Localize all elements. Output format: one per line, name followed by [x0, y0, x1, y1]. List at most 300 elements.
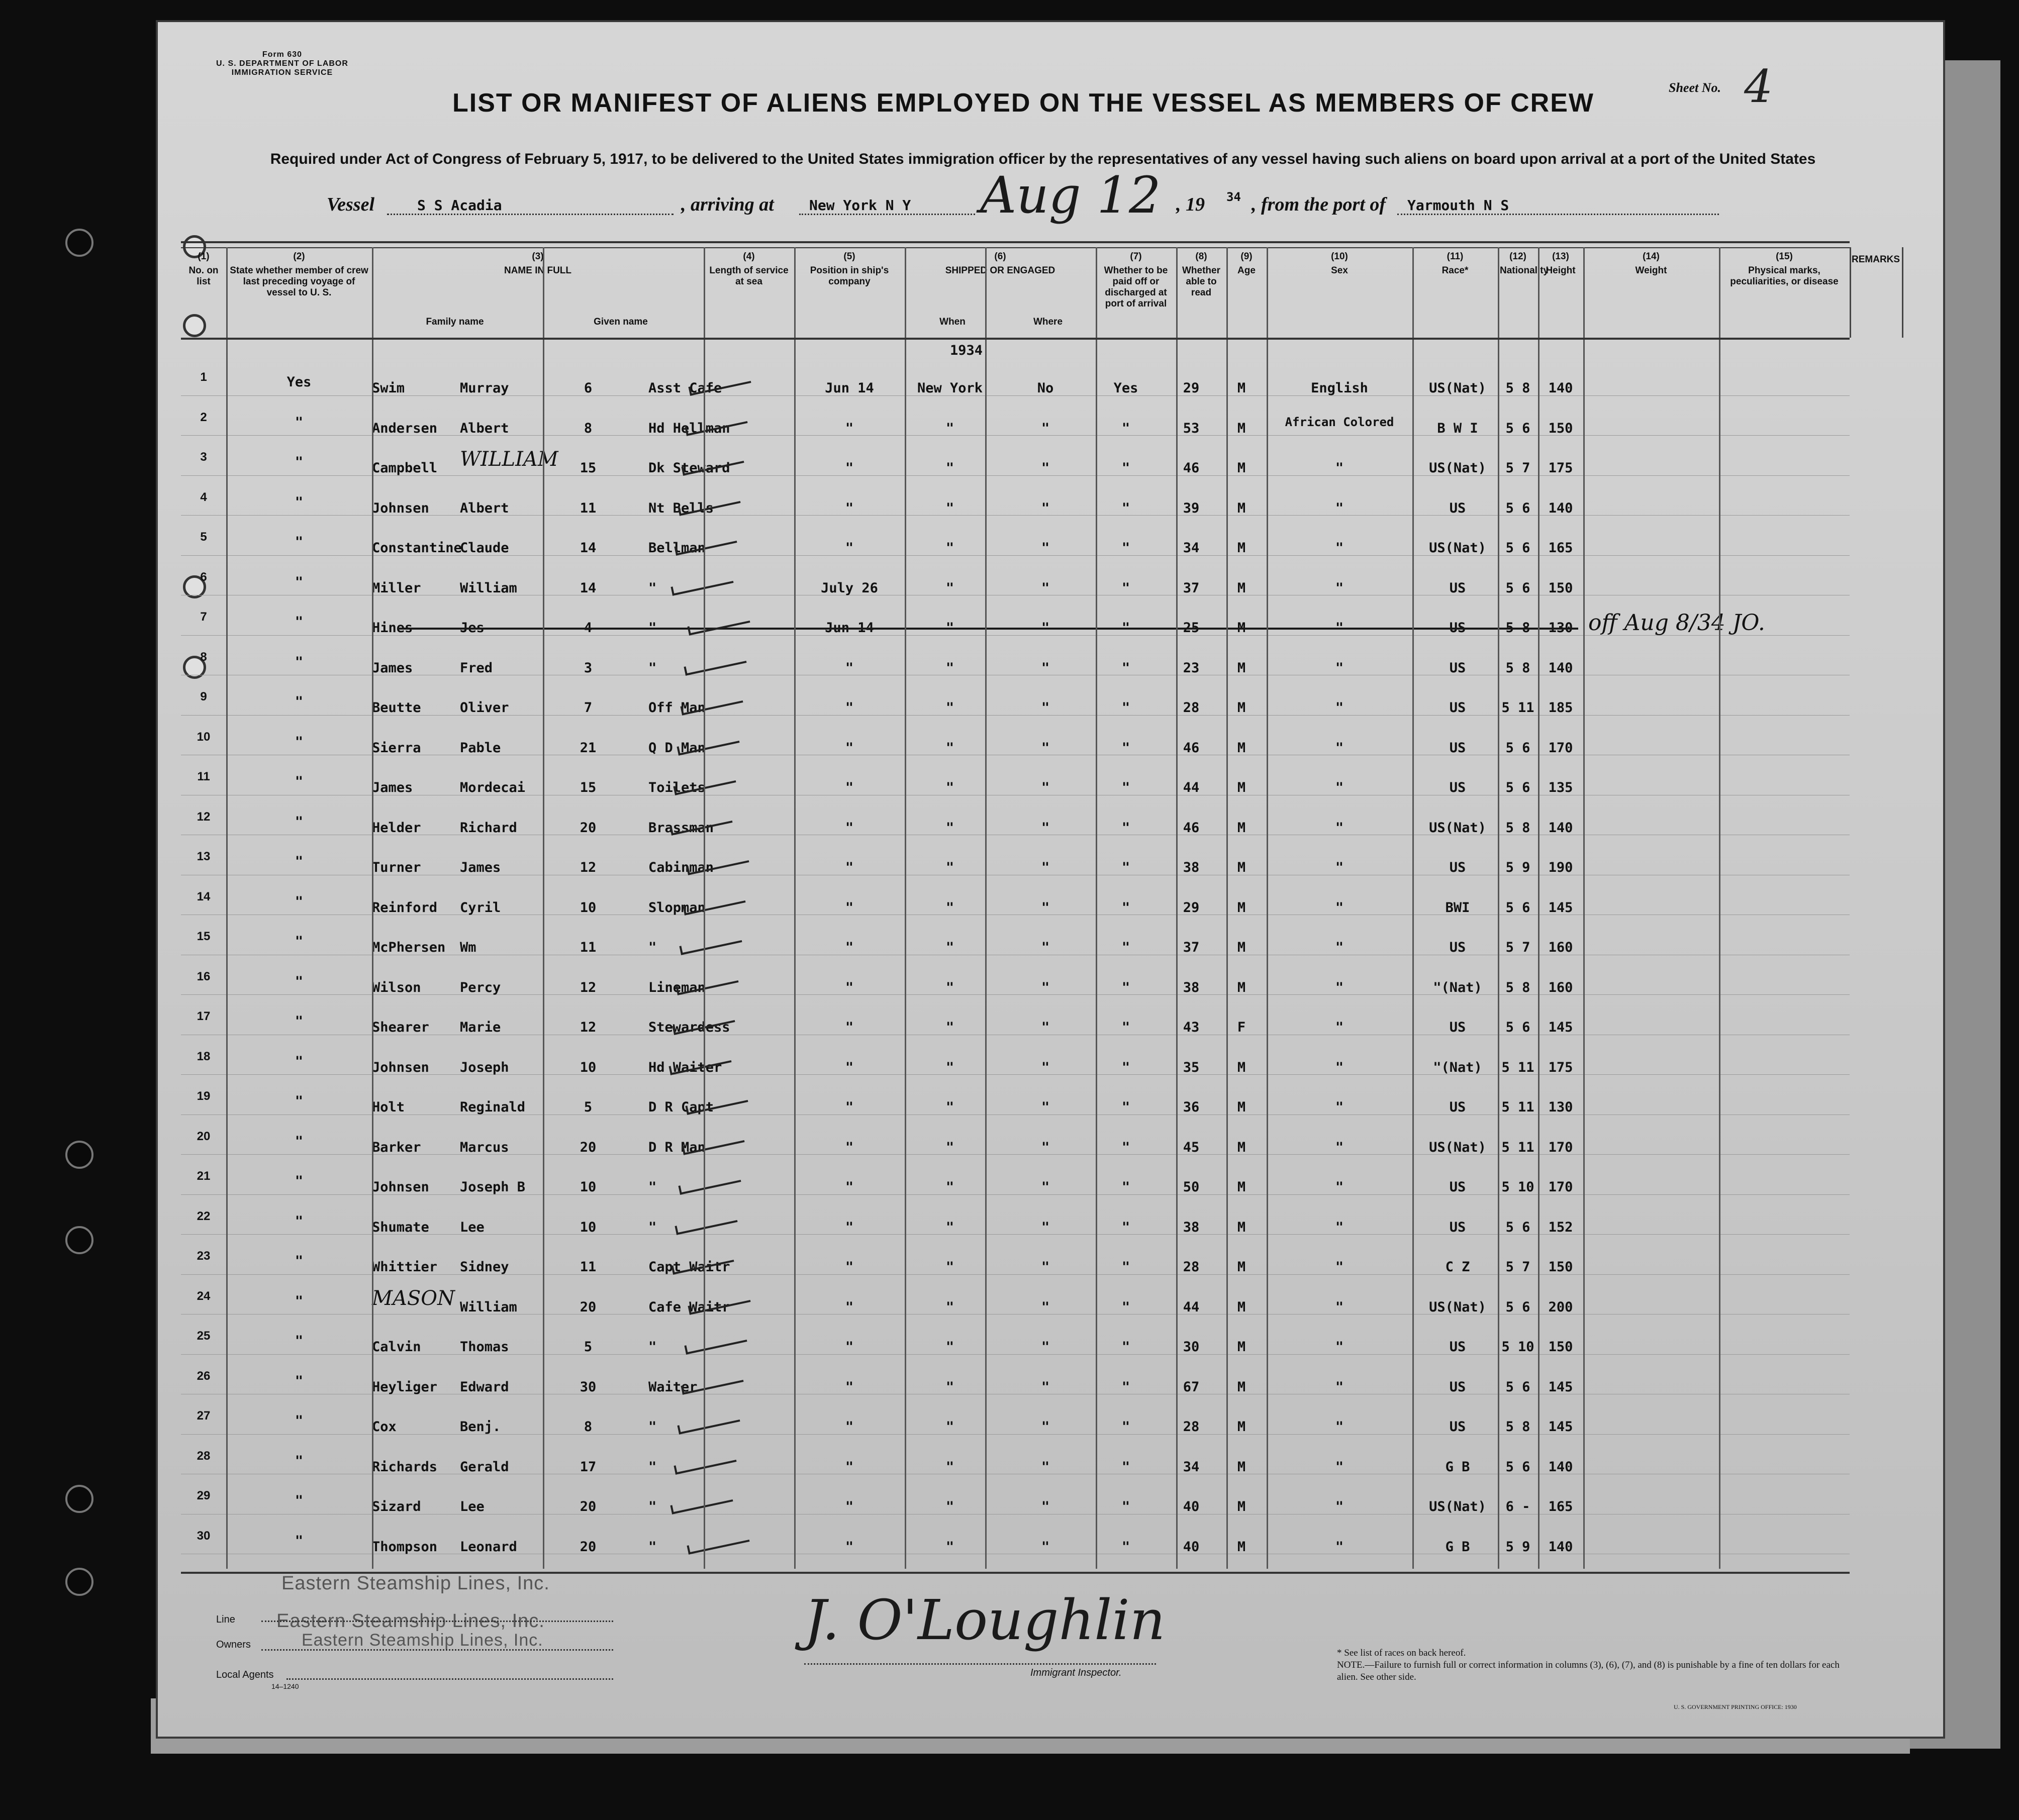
cell-service: 20 [580, 1139, 597, 1155]
cell-read: " [1121, 1459, 1130, 1475]
port-line [1397, 214, 1719, 215]
cell-family: Swim [372, 380, 405, 396]
cell-race: " [1335, 860, 1344, 875]
cell-where: " [945, 1059, 954, 1075]
column-header [1176, 247, 1228, 338]
cell-paid: " [1041, 740, 1050, 756]
cell-nat: US(Nat) [1429, 1499, 1486, 1514]
cell-given: Pable [460, 740, 501, 756]
cell-when: July 26 [821, 580, 878, 596]
cell-service: 20 [580, 1499, 597, 1514]
cell-nat: US(Nat) [1429, 1299, 1486, 1315]
column-divider [985, 247, 987, 1569]
inspector-signature: J. O'Loughlin [804, 1588, 1166, 1652]
cell-sex: M [1237, 1179, 1246, 1195]
cell-paid: " [1041, 979, 1050, 995]
cell-service: 15 [580, 460, 597, 476]
cell-height: 5 9 [1505, 860, 1530, 875]
cell-sex: M [1237, 500, 1246, 516]
cell-when: " [845, 940, 854, 955]
cell-position: " [648, 660, 657, 676]
cell-age: 67 [1183, 1379, 1200, 1395]
cell-service: 20 [580, 820, 597, 836]
cell-read: " [1121, 1020, 1130, 1035]
cell-read: " [1121, 899, 1130, 916]
cell-sex: M [1237, 660, 1246, 676]
column-title: Race* [1441, 265, 1469, 276]
arriving-line [799, 214, 975, 215]
column-number: (11) [1447, 251, 1464, 262]
cell-given: Marcus [460, 1139, 509, 1155]
column-number: (1) [198, 251, 210, 262]
column-header [794, 247, 906, 338]
cell-age: 34 [1183, 540, 1200, 556]
column-header [1850, 247, 1903, 338]
cell-where: " [945, 500, 954, 516]
cell-position: Asst Cafe [648, 380, 722, 396]
cell-family: Reinford [372, 899, 438, 916]
cell-paid: " [1041, 780, 1050, 795]
cell-family: Cox [372, 1419, 397, 1435]
cell-when: " [845, 899, 854, 916]
cell-paid: " [1041, 820, 1050, 836]
cell-sex: M [1237, 780, 1246, 795]
cell-age: 29 [1183, 380, 1200, 396]
cell-weight: 130 [1548, 1099, 1573, 1115]
column-header [1226, 247, 1268, 338]
cell-weight: 170 [1548, 1139, 1573, 1155]
cell-family: Hines [372, 620, 413, 636]
vessel-value: S S Acadia [417, 197, 502, 214]
cell-read: " [1121, 1339, 1130, 1355]
column-number: (15) [1776, 251, 1793, 262]
cell-height: 5 11 [1501, 1059, 1534, 1075]
binder-hole [65, 1568, 93, 1596]
cell-age: 38 [1183, 1219, 1200, 1235]
cell-read: Yes [1113, 380, 1138, 396]
cell-sex: M [1237, 420, 1246, 436]
line-line [261, 1621, 613, 1622]
cell-family: Thompson [372, 1539, 438, 1555]
owners-label: Owners [216, 1639, 251, 1650]
cell-family: Campbell [372, 460, 438, 476]
owners-stamp: Eastern Steamship Lines, Inc. [276, 1610, 545, 1632]
cell-when: " [845, 820, 854, 836]
cell-position: " [648, 580, 657, 596]
cell-prev: " [295, 854, 304, 869]
column-title: State whether member of crew last preceding voyage of vessel to U. S. [230, 265, 368, 298]
cell-when: " [845, 1139, 854, 1155]
cell-weight: 135 [1548, 780, 1573, 795]
cell-prev: " [295, 494, 304, 510]
cell-position: Toilets [648, 780, 706, 795]
cell-where: " [945, 1020, 954, 1035]
cell-height: 5 11 [1501, 700, 1534, 716]
cell-nat: US(Nat) [1429, 540, 1486, 556]
cell-when: " [845, 1499, 854, 1514]
cell-weight: 140 [1548, 380, 1573, 396]
cell-race: " [1335, 1219, 1344, 1235]
cell-race: " [1335, 940, 1344, 955]
cell-sex: M [1237, 820, 1246, 836]
cell-height: 5 8 [1505, 979, 1530, 995]
column-header [1412, 247, 1499, 338]
cell-race: " [1335, 1379, 1344, 1395]
cell-position: Cafe Waitr [648, 1299, 730, 1315]
cell-paid: " [1041, 860, 1050, 875]
cell-where: " [945, 1179, 954, 1195]
cell-position: " [648, 1339, 657, 1355]
cell-nat: US [1449, 740, 1466, 756]
row-number: 23 [197, 1249, 211, 1263]
cell-position: " [648, 1499, 657, 1514]
cell-height: 5 6 [1505, 1459, 1530, 1475]
cell-race: " [1335, 1539, 1344, 1555]
cell-family: Miller [372, 580, 421, 596]
cell-read: " [1121, 1179, 1130, 1195]
cell-prev: " [295, 1253, 304, 1269]
cell-paid: " [1041, 500, 1050, 516]
cell-sex: M [1237, 860, 1246, 875]
cell-when: " [845, 1259, 854, 1275]
column-divider [1267, 247, 1268, 1569]
binder-hole [65, 1141, 93, 1169]
cell-sex: M [1237, 580, 1246, 596]
cell-race: " [1335, 820, 1344, 836]
column-header [372, 247, 705, 338]
cell-age: 34 [1183, 1459, 1200, 1475]
cell-read: " [1121, 620, 1130, 636]
cell-prev: " [295, 1453, 304, 1469]
row-number: 28 [197, 1449, 211, 1463]
cell-where: " [945, 1139, 954, 1155]
cell-prev: " [295, 1413, 304, 1429]
cell-read: " [1121, 1499, 1130, 1514]
year-header: 1934 [950, 343, 983, 358]
cell-sex: M [1237, 1139, 1246, 1155]
cell-height: 5 11 [1501, 1139, 1534, 1155]
cell-position: Brassman [648, 820, 714, 836]
cell-age: 23 [1183, 660, 1200, 676]
cell-service: 5 [584, 1339, 593, 1355]
cell-family: Richards [372, 1459, 438, 1475]
cell-height: 5 6 [1505, 740, 1530, 756]
cell-race: " [1335, 660, 1344, 676]
cell-weight: 170 [1548, 1179, 1573, 1195]
cell-position: Dk Steward [648, 460, 730, 476]
cell-age: 36 [1183, 1099, 1200, 1115]
cell-when: " [845, 700, 854, 716]
cell-family: Calvin [372, 1339, 421, 1355]
cell-age: 28 [1183, 1419, 1200, 1435]
column-number: (3) [532, 251, 544, 262]
cell-family: Shearer [372, 1020, 429, 1035]
cell-when: Jun 14 [825, 380, 874, 396]
cell-nat: BWI [1445, 899, 1470, 916]
cell-age: 53 [1183, 420, 1200, 436]
cell-nat: US [1449, 500, 1466, 516]
races-note: * See list of races on back hereof. [1337, 1648, 1466, 1658]
cell-read: " [1121, 740, 1130, 756]
row-number: 18 [197, 1049, 211, 1063]
printer-mark: U. S. GOVERNMENT PRINTING OFFICE: 1930 [1674, 1703, 1797, 1710]
cell-where: " [945, 820, 954, 836]
cell-given: Murray [460, 380, 509, 396]
cell-where: " [945, 1499, 954, 1514]
cell-age: 37 [1183, 580, 1200, 596]
header-rule [181, 241, 1850, 243]
cell-race: " [1335, 540, 1344, 556]
cell-when: " [845, 1179, 854, 1195]
cell-height: 5 6 [1505, 500, 1530, 516]
cell-race: " [1335, 1459, 1344, 1475]
cell-nat: C Z [1445, 1259, 1470, 1275]
cell-where: " [945, 1339, 954, 1355]
cell-where: " [945, 620, 954, 636]
cell-age: 39 [1183, 500, 1200, 516]
cell-given: Marie [460, 1020, 501, 1035]
cell-where: " [945, 700, 954, 716]
cell-read: " [1121, 860, 1130, 875]
cell-weight: 200 [1548, 1299, 1573, 1315]
cell-family: Constantine [372, 540, 462, 556]
cell-age: 25 [1183, 620, 1200, 636]
cell-sex: M [1237, 620, 1246, 636]
cell-sex: M [1237, 899, 1246, 916]
cell-height: 5 6 [1505, 1020, 1530, 1035]
cell-paid: " [1041, 1299, 1050, 1315]
column-number: (12) [1509, 251, 1526, 262]
line-label: Line [216, 1614, 235, 1625]
row-number: 9 [200, 690, 207, 703]
cell-race: " [1335, 1499, 1344, 1514]
row-number: 16 [197, 969, 211, 983]
cell-prev: " [295, 414, 304, 430]
cell-position: Waiter [648, 1379, 698, 1395]
cell-weight: 160 [1548, 979, 1573, 995]
cell-paid: " [1041, 1499, 1050, 1514]
cell-age: 40 [1183, 1539, 1200, 1555]
cell-age: 30 [1183, 1339, 1200, 1355]
column-divider [1538, 247, 1540, 1569]
cell-service: 12 [580, 979, 597, 995]
row-number: 25 [197, 1329, 211, 1343]
cell-race: " [1335, 979, 1344, 995]
year-prefix: , 19 [1176, 194, 1205, 215]
row-number: 4 [200, 490, 207, 504]
cell-position: Stewardess [648, 1020, 730, 1035]
cell-weight: 170 [1548, 740, 1573, 756]
cell-when: " [845, 660, 854, 676]
cell-given: Richard [460, 820, 517, 836]
cell-race: " [1335, 1419, 1344, 1435]
cell-when: " [845, 1539, 854, 1555]
cell-sex: M [1237, 979, 1246, 995]
column-title: Height [1546, 265, 1576, 276]
line-stamp: Eastern Steamship Lines, Inc. [281, 1573, 550, 1594]
column-number: (13) [1552, 251, 1569, 262]
cell-where: " [945, 1219, 954, 1235]
cell-given: Lee [460, 1219, 485, 1235]
column-divider [1583, 247, 1585, 1569]
agents-code: 14–1240 [271, 1682, 299, 1690]
cell-prev: " [295, 934, 304, 949]
cell-prev: " [295, 454, 304, 470]
cell-where: " [945, 860, 954, 875]
cell-family: Turner [372, 860, 421, 875]
cell-sex: F [1237, 1020, 1246, 1035]
cell-given: Wm [460, 940, 476, 955]
cell-given: Leonard [460, 1539, 517, 1555]
cell-race: " [1335, 580, 1344, 596]
cell-service: 5 [584, 1099, 593, 1115]
cell-height: 5 10 [1501, 1339, 1534, 1355]
cell-sex: M [1237, 1299, 1246, 1315]
cell-read: " [1121, 1419, 1130, 1435]
cell-service: 10 [580, 1219, 597, 1235]
cell-weight: 140 [1548, 1539, 1573, 1555]
cell-given: James [460, 860, 501, 875]
column-divider [1096, 247, 1097, 1569]
row-number: 8 [200, 650, 207, 664]
cell-given: WILLIAM [460, 448, 558, 471]
cell-paid: " [1041, 1059, 1050, 1075]
cell-given: Oliver [460, 700, 509, 716]
cell-weight: 150 [1548, 1259, 1573, 1275]
cell-prev: " [295, 814, 304, 830]
cell-weight: 150 [1548, 420, 1573, 436]
cell-position: Cabinman [648, 860, 714, 875]
cell-given: Lee [460, 1499, 485, 1514]
header-bottom-rule [181, 338, 1850, 340]
cell-given: Benj. [460, 1419, 501, 1435]
cell-family: Johnsen [372, 500, 429, 516]
cell-nat: US [1449, 1339, 1466, 1355]
row-number: 14 [197, 889, 211, 903]
column-subtitle: Where [1033, 317, 1063, 327]
column-divider [1176, 247, 1178, 1569]
cell-age: 50 [1183, 1179, 1200, 1195]
cell-height: 5 10 [1501, 1179, 1534, 1195]
cell-race: " [1335, 1179, 1344, 1195]
column-number: (7) [1130, 251, 1142, 262]
cell-where: " [945, 460, 954, 476]
cell-position: D R Man [648, 1139, 706, 1155]
cell-prev: " [295, 1053, 304, 1069]
cell-nat: "(Nat) [1433, 1059, 1482, 1075]
cell-when: " [845, 1299, 854, 1315]
row-number: 19 [197, 1089, 211, 1103]
cell-where: " [945, 660, 954, 676]
cell-service: 14 [580, 580, 597, 596]
cell-service: 7 [584, 700, 593, 716]
cell-family: McPhersen [372, 940, 446, 955]
cell-given: Claude [460, 540, 509, 556]
cell-service: 10 [580, 899, 597, 916]
penalty-note: NOTE.—Failure to furnish full or correct information in columns (3), (6), (7), and (8) is punishable by a fine of ten dollars for each alien. See other side. [1337, 1660, 1840, 1682]
cell-paid: " [1041, 1020, 1050, 1035]
column-header [1538, 247, 1585, 338]
row-number: 13 [197, 850, 211, 863]
cell-race: " [1335, 1139, 1344, 1155]
cell-read: " [1121, 700, 1130, 716]
column-subtitle: Given name [594, 317, 648, 327]
cell-race: " [1335, 500, 1344, 516]
cell-weight: 145 [1548, 1419, 1573, 1435]
cell-race: " [1335, 460, 1344, 476]
cell-service: 8 [584, 1419, 593, 1435]
cell-family: MASON [372, 1286, 455, 1310]
cell-prev: " [295, 1014, 304, 1029]
cell-race: " [1335, 1099, 1344, 1115]
cell-given: Fred [460, 660, 493, 676]
cell-height: 5 6 [1505, 899, 1530, 916]
cell-service: 30 [580, 1379, 597, 1395]
port-value: Yarmouth N S [1407, 197, 1509, 214]
cell-given: Joseph [460, 1059, 509, 1075]
cell-sex: M [1237, 1259, 1246, 1275]
arrival-date-handwritten: Aug 12 [980, 166, 1161, 225]
cell-sex: M [1237, 1539, 1246, 1555]
cell-weight: 145 [1548, 1020, 1573, 1035]
cell-height: 5 6 [1505, 1219, 1530, 1235]
column-header [1719, 247, 1851, 338]
cell-race: " [1335, 620, 1344, 636]
cell-read: " [1121, 1219, 1130, 1235]
cell-read: " [1121, 1259, 1130, 1275]
year-suffix: 34 [1226, 190, 1241, 204]
cell-sex: M [1237, 1339, 1246, 1355]
cell-given: Sidney [460, 1259, 509, 1275]
cell-family: Whittier [372, 1259, 438, 1275]
cell-read: " [1121, 1059, 1130, 1075]
cell-service: 11 [580, 940, 597, 955]
column-divider [1719, 247, 1720, 1569]
cell-position: " [648, 1459, 657, 1475]
cell-paid: " [1041, 540, 1050, 556]
cell-weight: 165 [1548, 1499, 1573, 1514]
column-header [1498, 247, 1549, 338]
cell-service: 11 [580, 1259, 597, 1275]
cell-weight: 130 [1548, 620, 1573, 636]
cell-where: " [945, 540, 954, 556]
cell-height: 5 8 [1505, 820, 1530, 836]
cell-height: 5 7 [1505, 940, 1530, 955]
cell-nat: "(Nat) [1433, 979, 1482, 995]
cell-position: " [648, 1219, 657, 1235]
cell-position: Off Man [648, 700, 706, 716]
cell-when: " [845, 540, 854, 556]
cell-nat: US [1449, 1379, 1466, 1395]
cell-family: James [372, 660, 413, 676]
cell-paid: " [1041, 940, 1050, 955]
column-number: (8) [1195, 251, 1207, 262]
cell-when: " [845, 979, 854, 995]
cell-given: William [460, 1299, 517, 1315]
cell-where: New York [917, 380, 983, 396]
cell-prev: " [295, 1293, 304, 1309]
sheet-number: 4 [1744, 60, 1773, 113]
cell-family: Johnsen [372, 1059, 429, 1075]
cell-nat: US(Nat) [1429, 460, 1486, 476]
inspector-label: Immigrant Inspector. [1030, 1667, 1122, 1678]
column-header [1096, 247, 1178, 338]
cell-given: Reginald [460, 1099, 526, 1115]
cell-given: Percy [460, 979, 501, 995]
cell-position: " [648, 1539, 657, 1555]
cell-when: " [845, 1339, 854, 1355]
cell-given: Gerald [460, 1459, 509, 1475]
